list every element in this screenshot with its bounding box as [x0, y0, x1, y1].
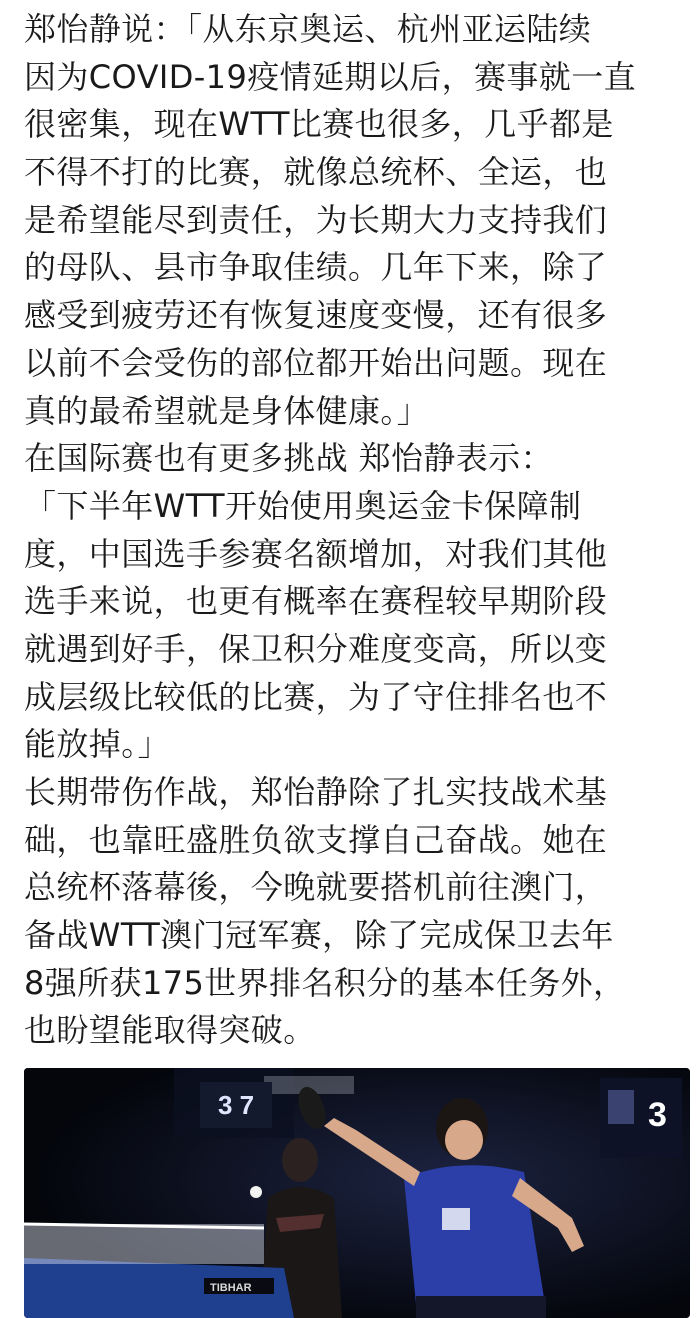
article-line: 的母队、县市争取佳绩。几年下来，除了 — [24, 248, 608, 287]
article-line: 因为COVID-19疫情延期以后，赛事就一直 — [24, 57, 637, 96]
article-line: 础，也靠旺盛胜负欲支撑自己奋战。她在 — [24, 820, 608, 859]
article-line: 备战WTT澳门冠军赛，除了完成保卫去年 — [24, 916, 614, 955]
article-line: 不得不打的比赛，就像总统杯、全运，也 — [24, 153, 608, 192]
article-line: 真的最希望就是身体健康。」 — [24, 391, 430, 430]
table-tennis-table — [24, 1224, 294, 1318]
ping-pong-ball — [250, 1186, 262, 1198]
scoreboard-left — [200, 1082, 272, 1128]
match-photo-illustration — [24, 1068, 690, 1318]
scoreboard-left-score: 3 7 — [218, 1090, 255, 1120]
article-line: 度，中国选手参赛名额增加，对我们其他 — [24, 534, 608, 573]
article-line: 以前不会受伤的部位都开始出问题。现在 — [24, 343, 608, 382]
scoreboard-right-score: 3 — [648, 1096, 667, 1134]
article-line: 在国际赛也有更多挑战 郑怡静表示： — [24, 439, 553, 478]
article-line: 是希望能尽到责任，为长期大力支持我们 — [24, 200, 608, 239]
article-line: 郑怡静说：「从东京奥运、杭州亚运陆续 — [24, 10, 592, 48]
article-line: 感受到疲劳还有恢复速度变慢，还有很多 — [24, 296, 608, 335]
article-line: 很密集，现在WTT比赛也很多，几乎都是 — [24, 105, 614, 144]
article-body — [24, 6, 692, 1055]
table-brand-text: TIBHAR — [210, 1282, 252, 1294]
article-line: 长期带伤作战，郑怡静除了扎实技战术基 — [24, 773, 608, 811]
match-photo[interactable] — [24, 1068, 690, 1318]
article-line: 就遇到好手，保卫积分难度变高，所以变 — [24, 629, 608, 668]
article-line: 成层级比较低的比赛，为了守住排名也不 — [24, 677, 608, 716]
article-line: 能放掉。」 — [24, 725, 171, 764]
article-line: 总统杯落幕後，今晚就要搭机前往澳门， — [24, 868, 608, 907]
scoreboard-right — [600, 1078, 682, 1158]
article-line: 「下半年WTT开始使用奥运金卡保障制 — [24, 486, 582, 525]
article-line: 选手来说，也更有概率在赛程较早期阶段 — [24, 582, 608, 621]
article-line: 也盼望能取得突破。 — [24, 1011, 316, 1050]
article-line: 8强所获175世界排名积分的基本任务外， — [24, 963, 626, 1002]
